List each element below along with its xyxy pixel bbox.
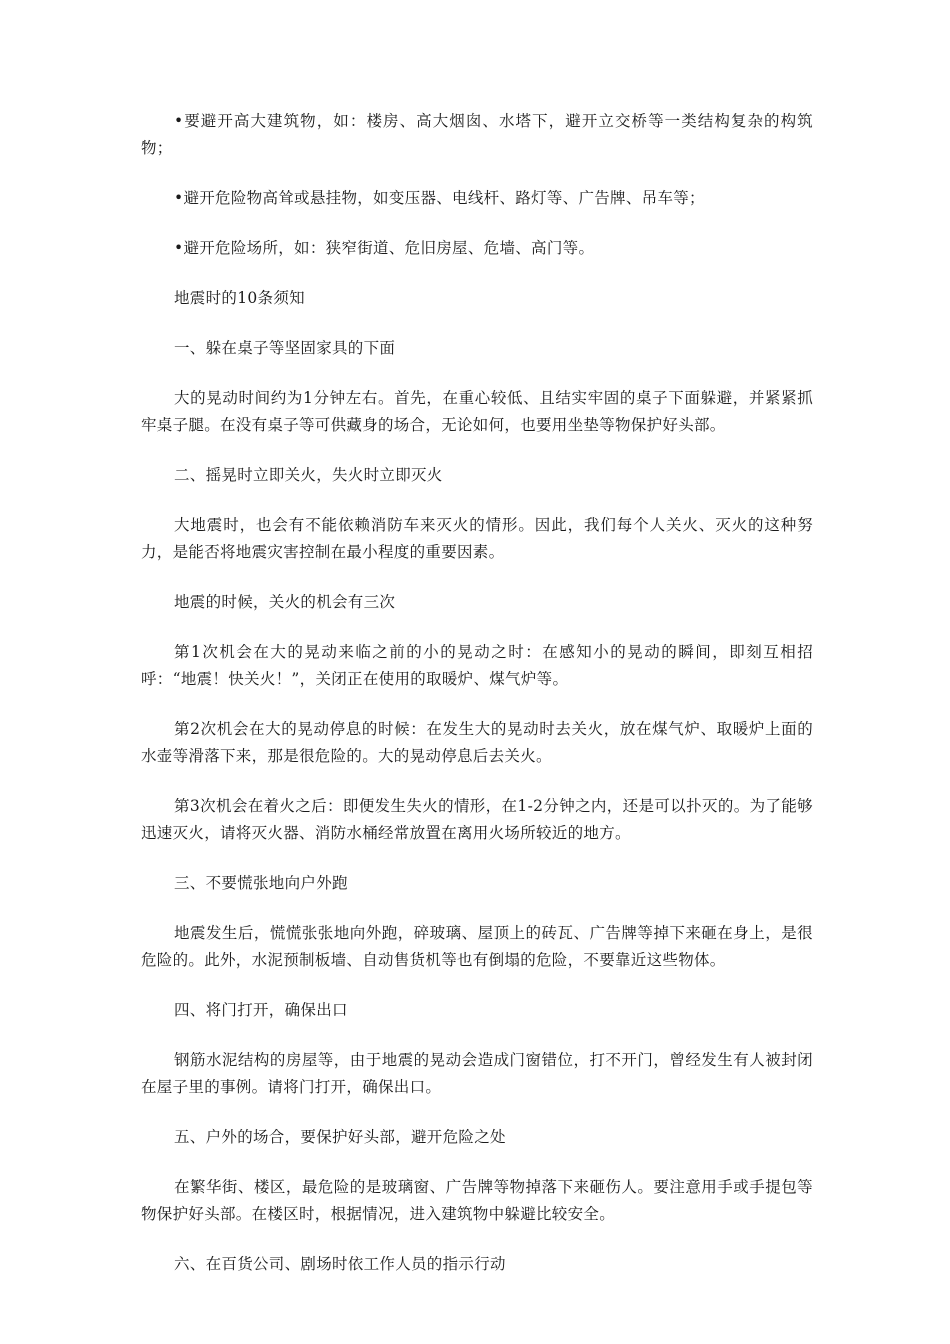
bullet-avoid-dangerous-places: •避开危险场所，如：狭窄街道、危旧房屋、危墙、高门等。: [174, 239, 595, 257]
chance-1-paragraph: 第1次机会在大的晃动来临之前的小的晃动之时：在感知小的晃动的瞬间，即刻互相招呼：“地震！快关火！”，关闭正在使用的取暖炉、煤气炉等。: [141, 643, 813, 688]
tip-body-5: 在繁华街、楼区，最危险的是玻璃窗、广告牌等物掉落下来砸伤人。要注意用手或手提包等物保护好头部。在楼区时，根据情况，进入建筑物中躲避比较安全。: [141, 1178, 813, 1223]
subheading-three-chances: 地震的时候，关火的机会有三次: [174, 593, 396, 611]
section-title-ten-tips: 地震时的10条须知: [174, 289, 305, 307]
chance-3-paragraph: 第3次机会在着火之后：即便发生失火的情形，在1-2分钟之内，还是可以扑灭的。为了能够迅速灭火，请将灭火器、消防水桶经常放置在离用火场所较近的地方。: [141, 797, 813, 842]
tip-heading-6: 六、在百货公司、剧场时依工作人员的指示行动: [174, 1255, 506, 1273]
tip-heading-1: 一、躲在桌子等坚固家具的下面: [174, 339, 396, 357]
tip-body-2: 大地震时，也会有不能依赖消防车来灭火的情形。因此，我们每个人关火、灭火的这种努力，是能否将地震灾害控制在最小程度的重要因素。: [141, 516, 813, 561]
tip-heading-4: 四、将门打开，确保出口: [174, 1001, 348, 1019]
tip-body-4: 钢筋水泥结构的房屋等，由于地震的晃动会造成门窗错位，打不开门，曾经发生有人被封闭在屋子里的事例。请将门打开，确保出口。: [141, 1051, 813, 1096]
tip-body-1: 大的晃动时间约为1分钟左右。首先，在重心较低、且结实牢固的桌子下面躲避，并紧紧抓牢桌子腿。在没有桌子等可供藏身的场合，无论如何，也要用坐垫等物保护好头部。: [141, 389, 813, 434]
document-body: [141, 108, 813, 1301]
bullet-avoid-hanging-objects: •避开危险物高耸或悬挂物，如变压器、电线杆、路灯等、广告牌、吊车等；: [174, 189, 705, 207]
bullet-avoid-tall-buildings: •要避开高大建筑物，如：楼房、高大烟囱、水塔下，避开立交桥等一类结构复杂的构筑物；: [141, 112, 813, 157]
tip-heading-3: 三、不要慌张地向户外跑: [174, 874, 348, 892]
tip-heading-5: 五、户外的场合，要保护好头部，避开危险之处: [174, 1128, 506, 1146]
tip-body-3: 地震发生后，慌慌张张地向外跑，碎玻璃、屋顶上的砖瓦、广告牌等掉下来砸在身上，是很危险的。此外，水泥预制板墙、自动售货机等也有倒塌的危险，不要靠近这些物体。: [141, 924, 813, 969]
chance-2-paragraph: 第2次机会在大的晃动停息的时候：在发生大的晃动时去关火，放在煤气炉、取暖炉上面的水壶等滑落下来，那是很危险的。大的晃动停息后去关火。: [141, 720, 813, 765]
tip-heading-2: 二、摇晃时立即关火，失火时立即灭火: [174, 466, 443, 484]
